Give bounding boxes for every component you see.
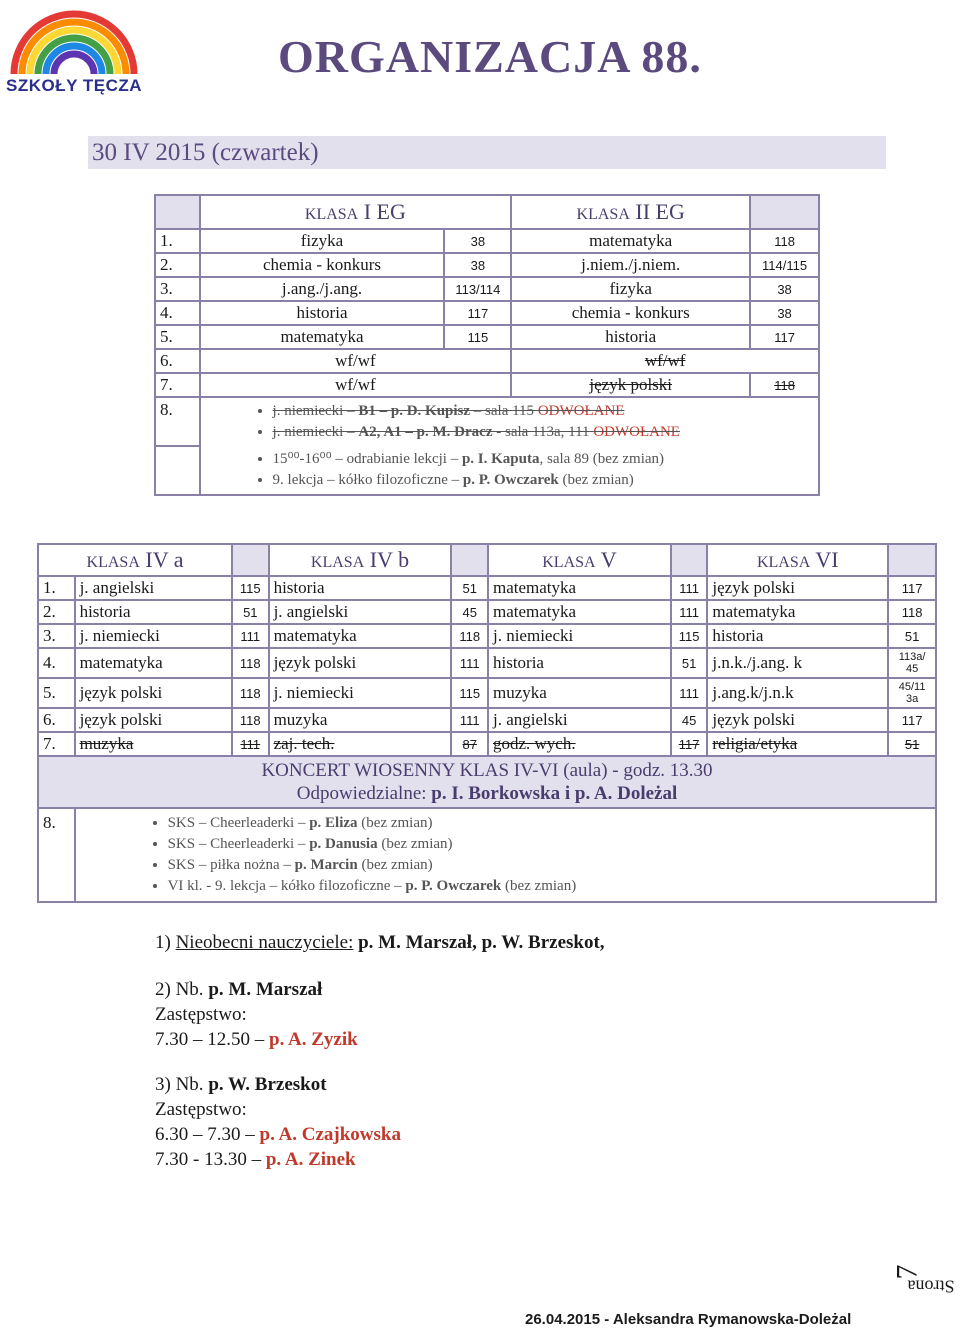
subject-cell: wf/wf bbox=[200, 349, 512, 373]
header-class-2: KLASA II EG bbox=[511, 195, 750, 229]
room-cell: 45/11 3a bbox=[888, 678, 936, 708]
subject-cell: j. angielski bbox=[75, 576, 232, 600]
header-class-iva: KLASA IV a bbox=[38, 544, 232, 576]
lesson-number: 2. bbox=[38, 600, 75, 624]
subject-cell: muzyka bbox=[488, 678, 671, 708]
room-cell: 118 bbox=[750, 229, 819, 253]
list-item: • VI kl. - 9. lekcja – kółko filozoficzne – p. P. Owczarek (bez zmian) bbox=[168, 876, 935, 897]
lesson-number: 8. bbox=[38, 808, 75, 902]
table-row bbox=[38, 678, 936, 708]
schedule-table-primary bbox=[37, 543, 937, 903]
concert-row bbox=[38, 756, 936, 808]
subject-cell-cancelled: wf/wf bbox=[511, 349, 819, 373]
room-cell: 38 bbox=[750, 277, 819, 301]
table-row bbox=[155, 373, 819, 397]
date-label: 30 IV 2015 (czwartek) bbox=[92, 139, 319, 166]
subject-cell: j. niemiecki bbox=[488, 624, 671, 648]
subject-cell: język polski bbox=[707, 576, 888, 600]
footer-author: 26.04.2015 - Aleksandra Rymanowska-Doleżal bbox=[525, 1311, 852, 1328]
room-cell-cancelled: 111 bbox=[232, 732, 269, 756]
rainbow-icon bbox=[4, 6, 144, 78]
table-row bbox=[155, 325, 819, 349]
subject-cell: historia bbox=[511, 325, 750, 349]
room-cell: 45 bbox=[671, 708, 708, 732]
room-cell: 111 bbox=[451, 648, 488, 678]
room-cell: 118 bbox=[232, 708, 269, 732]
page-number: Strona 7 bbox=[890, 1264, 955, 1297]
page-title: ORGANIZACJA 88. bbox=[278, 31, 702, 82]
header-class-ivb: KLASA IV b bbox=[269, 544, 452, 576]
room-cell: 111 bbox=[671, 600, 708, 624]
lesson-number: 4. bbox=[155, 301, 200, 325]
lesson-number: 3. bbox=[38, 624, 75, 648]
table-row bbox=[38, 576, 936, 600]
room-cell: 118 bbox=[451, 624, 488, 648]
table-row bbox=[155, 397, 819, 446]
room-cell: 115 bbox=[444, 325, 511, 349]
substitution-block: 3) Nb. p. W. Brzeskot bbox=[155, 1074, 327, 1095]
room-cell: 118 bbox=[232, 648, 269, 678]
list-item: • SKS – Cheerleaderki – p. Danusia (bez zmian) bbox=[168, 834, 935, 855]
subject-cell: historia bbox=[707, 624, 888, 648]
lesson-number: 7. bbox=[38, 732, 75, 756]
subject-cell: matematyka bbox=[269, 624, 452, 648]
subject-cell: j. angielski bbox=[269, 600, 452, 624]
schedule-table-gimnazjum bbox=[154, 194, 820, 496]
subject-cell: matematyka bbox=[488, 576, 671, 600]
subject-cell: j. niemiecki bbox=[269, 678, 452, 708]
header-blank bbox=[888, 544, 936, 576]
substitution-entry: 7.30 - 13.30 – p. A. Zinek bbox=[155, 1149, 356, 1170]
substitution-entry: 6.30 – 7.30 – p. A. Czajkowska bbox=[155, 1124, 401, 1145]
lesson-number: 1. bbox=[155, 229, 200, 253]
table-row bbox=[38, 624, 936, 648]
lesson-number: 5. bbox=[38, 678, 75, 708]
concert-title: KONCERT WIOSENNY KLAS IV-VI (aula) - godz. 13.30 bbox=[261, 760, 713, 781]
table-row bbox=[38, 808, 936, 902]
list-item: • j. niemiecki – A2, A1 – p. M. Dracz - sala 113a, 111 ODWOŁANE bbox=[273, 422, 818, 443]
room-cell: 45 bbox=[451, 600, 488, 624]
substitution-label: Zastępstwo: bbox=[155, 1004, 247, 1025]
room-cell: 113/114 bbox=[444, 277, 511, 301]
table-row bbox=[38, 708, 936, 732]
room-cell-cancelled: 118 bbox=[750, 373, 819, 397]
lesson-number: 3. bbox=[155, 277, 200, 301]
subject-cell: j.ang.k/j.n.k bbox=[707, 678, 888, 708]
header-blank bbox=[750, 195, 819, 229]
subject-cell: matematyka bbox=[511, 229, 750, 253]
subject-cell: j.ang./j.ang. bbox=[200, 277, 445, 301]
subject-cell: matematyka bbox=[488, 600, 671, 624]
table-row bbox=[155, 349, 819, 373]
subject-cell: język polski bbox=[269, 648, 452, 678]
room-cell: 51 bbox=[451, 576, 488, 600]
list-item: • j. niemiecki – B1 – p. D. Kupisz – sala 115 ODWOŁANE bbox=[273, 401, 818, 422]
lesson-8-notes bbox=[200, 397, 819, 446]
header-blank bbox=[155, 195, 200, 229]
room-cell: 51 bbox=[671, 648, 708, 678]
subject-cell: j.n.k./j.ang. k bbox=[707, 648, 888, 678]
substitution-block: 2) Nb. p. M. Marszał bbox=[155, 979, 323, 1000]
table-row bbox=[155, 229, 819, 253]
subject-cell: chemia - konkurs bbox=[200, 253, 445, 277]
lesson-number: 2. bbox=[155, 253, 200, 277]
header-class-vi: KLASA VI bbox=[707, 544, 888, 576]
extra-notes bbox=[200, 446, 819, 495]
table-row bbox=[38, 600, 936, 624]
header-class-v: KLASA V bbox=[488, 544, 671, 576]
room-cell: 115 bbox=[671, 624, 708, 648]
logo-text: SZKOŁY TĘCZA bbox=[5, 76, 143, 95]
school-logo bbox=[4, 6, 144, 102]
subject-cell: j.niem./j.niem. bbox=[511, 253, 750, 277]
subject-cell: język polski bbox=[75, 678, 232, 708]
room-cell: 117 bbox=[888, 576, 936, 600]
subject-cell: historia bbox=[488, 648, 671, 678]
date-bar bbox=[88, 136, 886, 169]
header-blank bbox=[451, 544, 488, 576]
list-item: • 15⁰⁰-16⁰⁰ – odrabianie lekcji – p. I. Kaputa, sala 89 (bez zmian) bbox=[273, 449, 818, 470]
subject-cell: historia bbox=[200, 301, 445, 325]
room-cell: 115 bbox=[232, 576, 269, 600]
lesson-number: 5. bbox=[155, 325, 200, 349]
table-row bbox=[155, 253, 819, 277]
subject-cell: fizyka bbox=[200, 229, 445, 253]
room-cell: 51 bbox=[232, 600, 269, 624]
lesson-number: 8. bbox=[155, 397, 200, 446]
room-cell: 38 bbox=[750, 301, 819, 325]
subject-cell: chemia - konkurs bbox=[511, 301, 750, 325]
lesson-number: 1. bbox=[38, 576, 75, 600]
room-cell: 111 bbox=[451, 708, 488, 732]
subject-cell: język polski bbox=[75, 708, 232, 732]
subject-cell-cancelled: godz. wych. bbox=[488, 732, 671, 756]
table-row bbox=[155, 446, 819, 495]
substitution-label: Zastępstwo: bbox=[155, 1099, 247, 1120]
room-cell-cancelled: 87 bbox=[451, 732, 488, 756]
room-cell: 38 bbox=[444, 229, 511, 253]
subject-cell-cancelled: muzyka bbox=[75, 732, 232, 756]
room-cell: 111 bbox=[232, 624, 269, 648]
subject-cell: historia bbox=[269, 576, 452, 600]
room-cell: 115 bbox=[451, 678, 488, 708]
subject-cell-cancelled: język polski bbox=[511, 373, 750, 397]
subject-cell: j. niemiecki bbox=[75, 624, 232, 648]
subject-cell: matematyka bbox=[200, 325, 445, 349]
subject-cell: j. angielski bbox=[488, 708, 671, 732]
room-cell: 113a/ 45 bbox=[888, 648, 936, 678]
table-row bbox=[155, 301, 819, 325]
subject-cell: matematyka bbox=[707, 600, 888, 624]
subject-cell-cancelled: religia/etyka bbox=[707, 732, 888, 756]
subject-cell: historia bbox=[75, 600, 232, 624]
lesson-number bbox=[155, 446, 200, 495]
subject-cell-cancelled: zaj. tech. bbox=[269, 732, 452, 756]
list-item: • SKS – piłka nożna – p. Marcin (bez zmian) bbox=[168, 855, 935, 876]
concert-notice bbox=[38, 756, 936, 808]
lesson-number: 4. bbox=[38, 648, 75, 678]
subject-cell: wf/wf bbox=[200, 373, 512, 397]
header-blank bbox=[232, 544, 269, 576]
table-row bbox=[155, 277, 819, 301]
room-cell: 118 bbox=[232, 678, 269, 708]
header-blank bbox=[671, 544, 708, 576]
table-row bbox=[38, 732, 936, 756]
lesson-8-notes bbox=[75, 808, 936, 902]
notes-section bbox=[155, 930, 605, 1172]
concert-responsible: Odpowiedzialne: p. I. Borkowska i p. A. Doleżal bbox=[296, 783, 678, 804]
room-cell-cancelled: 51 bbox=[888, 732, 936, 756]
absent-teachers: 1) Nieobecni nauczyciele: p. M. Marszał, p. W. Brzeskot, bbox=[155, 932, 605, 953]
table-row bbox=[38, 648, 936, 678]
room-cell-cancelled: 117 bbox=[671, 732, 708, 756]
substitution-entry: 7.30 – 12.50 – p. A. Zyzik bbox=[155, 1029, 358, 1050]
list-item: • 9. lekcja – kółko filozoficzne – p. P. Owczarek (bez zmian) bbox=[273, 470, 818, 491]
subject-cell: język polski bbox=[707, 708, 888, 732]
list-item: • SKS – Cheerleaderki – p. Eliza (bez zmian) bbox=[168, 813, 935, 834]
subject-cell: muzyka bbox=[269, 708, 452, 732]
room-cell: 114/115 bbox=[750, 253, 819, 277]
room-cell: 111 bbox=[671, 576, 708, 600]
header-class-1: KLASA I EG bbox=[200, 195, 512, 229]
room-cell: 117 bbox=[750, 325, 819, 349]
room-cell: 51 bbox=[888, 624, 936, 648]
subject-cell: fizyka bbox=[511, 277, 750, 301]
lesson-number: 7. bbox=[155, 373, 200, 397]
room-cell: 117 bbox=[888, 708, 936, 732]
room-cell: 117 bbox=[444, 301, 511, 325]
room-cell: 118 bbox=[888, 600, 936, 624]
lesson-number: 6. bbox=[155, 349, 200, 373]
room-cell: 38 bbox=[444, 253, 511, 277]
room-cell: 111 bbox=[671, 678, 708, 708]
lesson-number: 6. bbox=[38, 708, 75, 732]
subject-cell: matematyka bbox=[75, 648, 232, 678]
